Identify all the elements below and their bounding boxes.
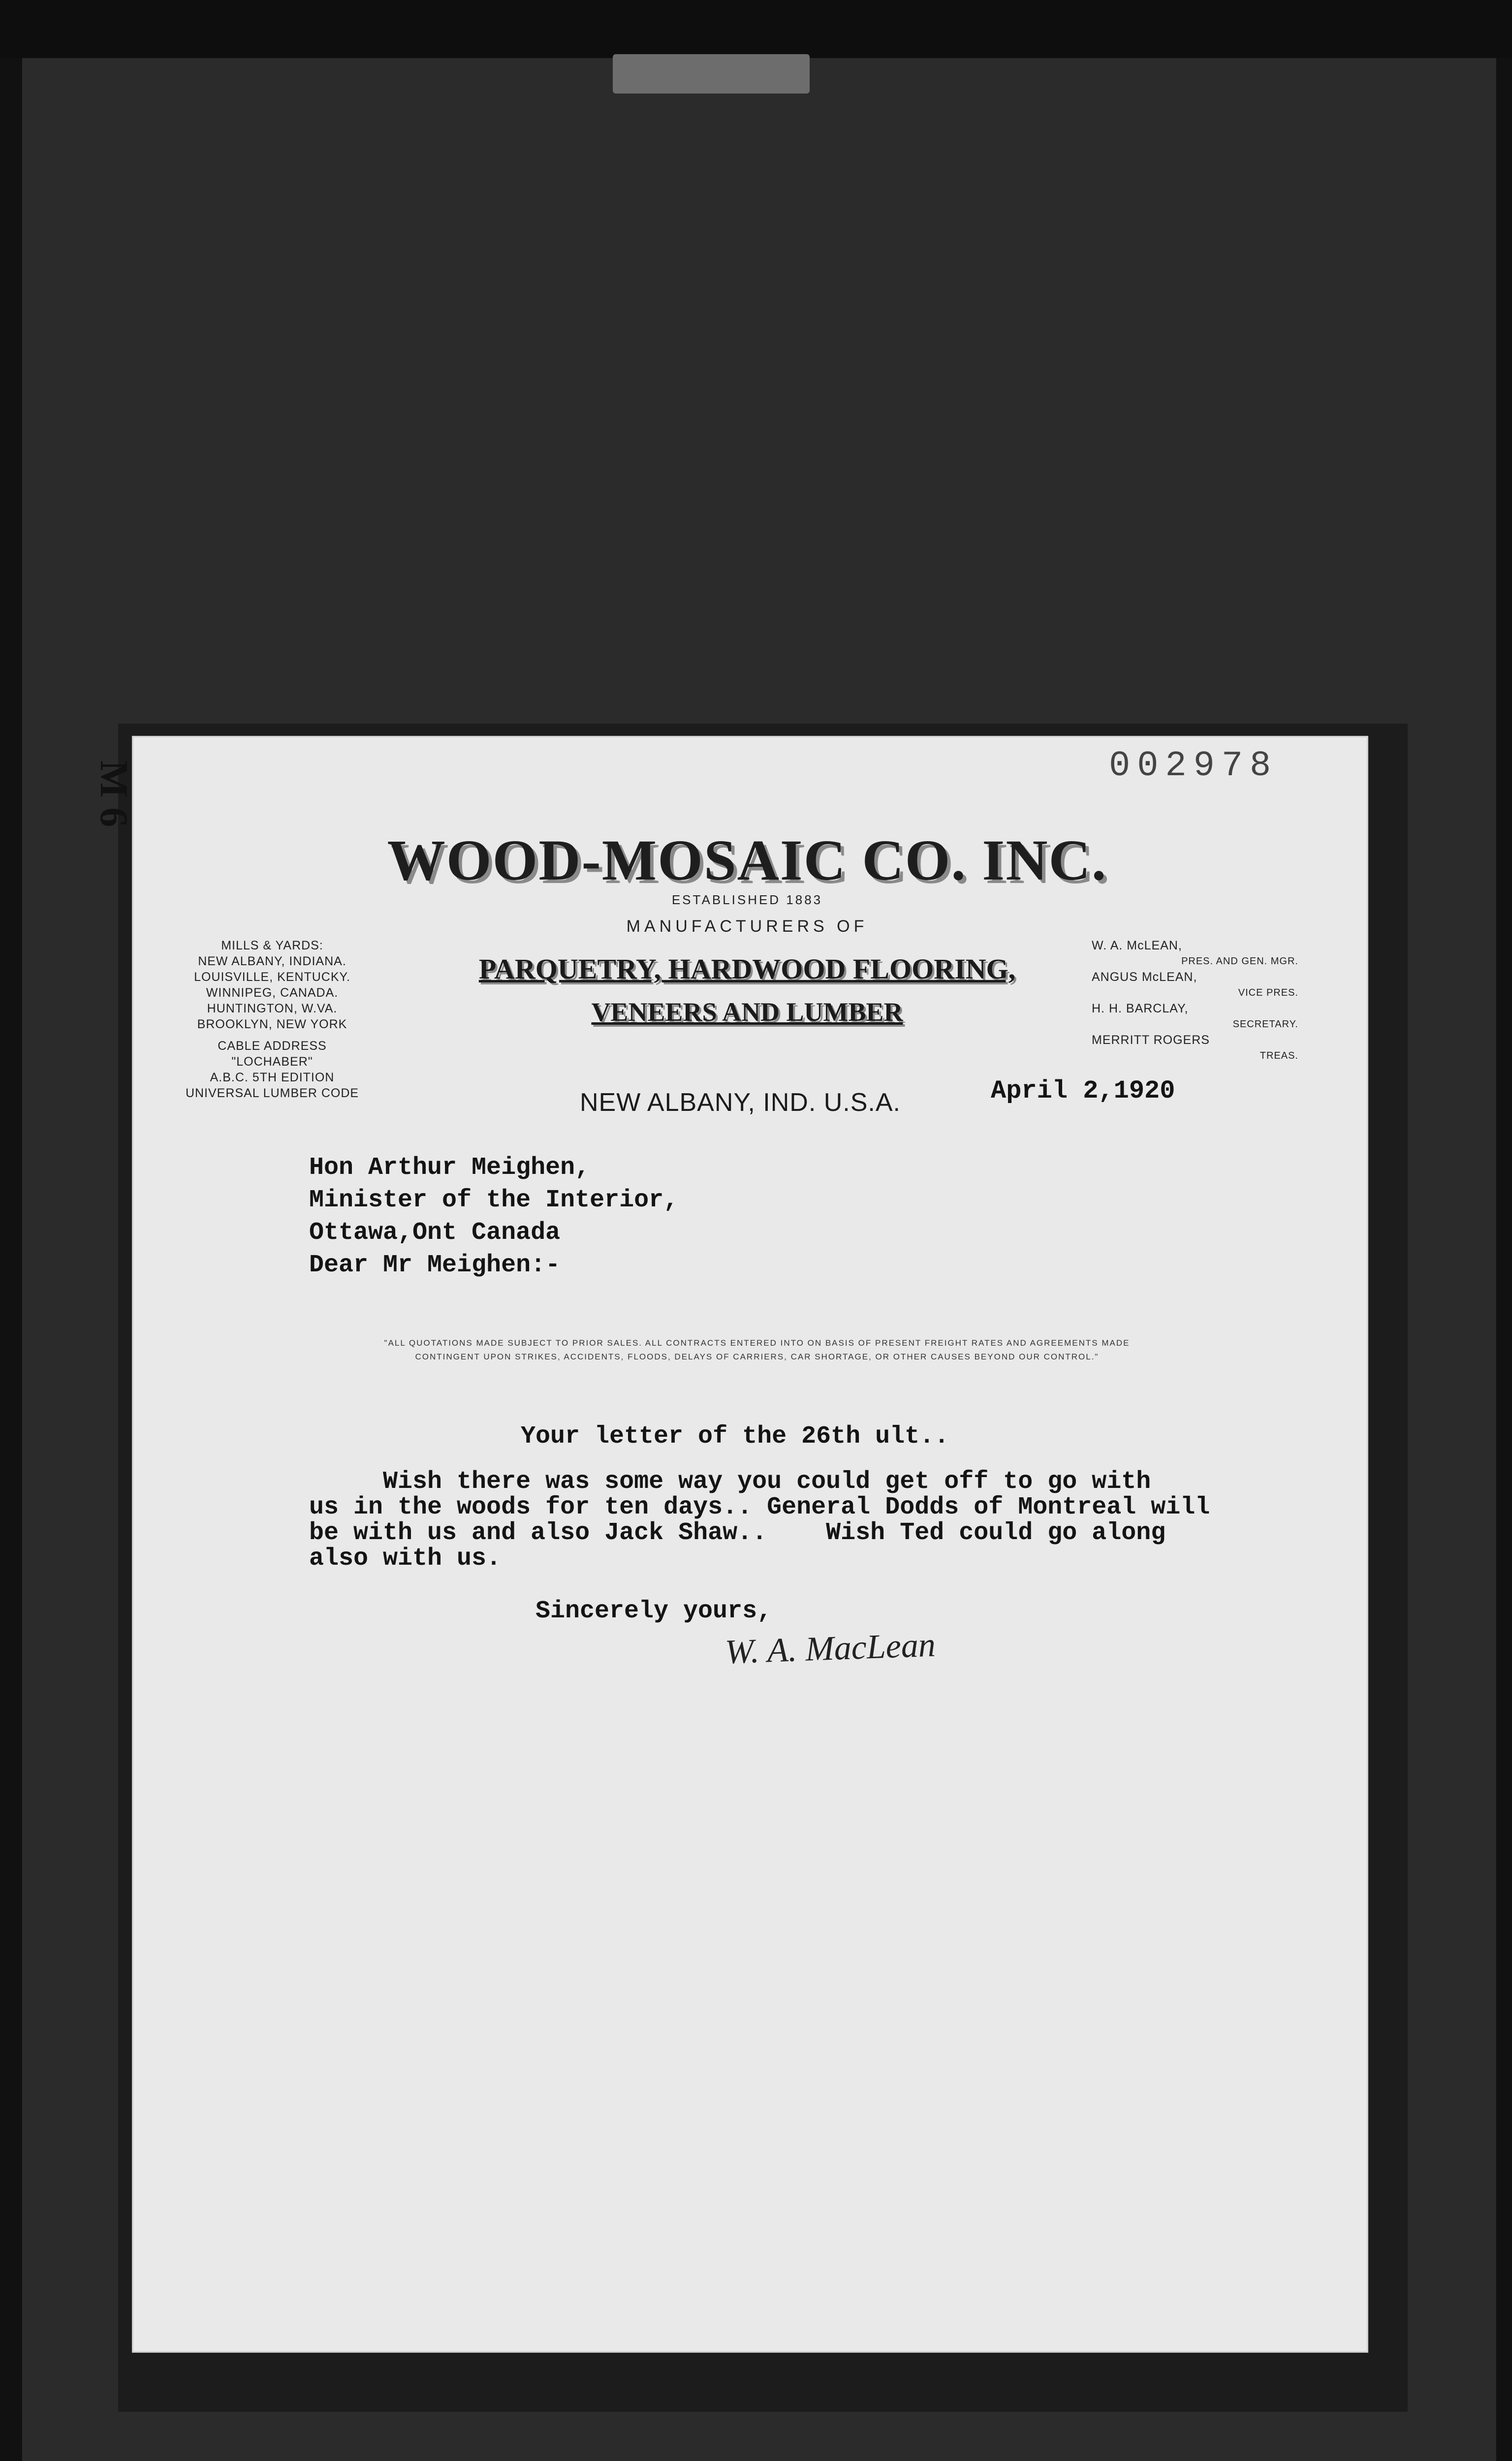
- body-line: be with us and also Jack Shaw.. Wish Ted could go along: [309, 1519, 1166, 1547]
- mills-line: WINNIPEG, CANADA.: [206, 986, 339, 1000]
- scan-right-border: [1496, 58, 1512, 2461]
- recipient-line: Ottawa,Ont Canada: [309, 1219, 561, 1247]
- fine-print: [211, 1336, 1303, 1364]
- letter-date: April 2,1920: [991, 1076, 1175, 1105]
- salutation: Dear Mr Meighen:-: [309, 1251, 561, 1279]
- mills-line: LOUISVILLE, KENTUCKY.: [194, 970, 350, 984]
- officer-name: H. H. BARCLAY,: [1092, 1002, 1189, 1015]
- letter-body: [309, 1469, 1210, 1572]
- scan-left-border: [0, 58, 22, 2461]
- company-logo: WOOD-MOSAIC CO. INC.: [387, 828, 1107, 892]
- binder-clip: [613, 54, 810, 94]
- cable-line: CABLE ADDRESS: [218, 1039, 327, 1053]
- fine-print-line: CONTINGENT UPON STRIKES, ACCIDENTS, FLOODS, DELAYS OF CARRIERS, CAR SHORTAGE, OR OTHER CAUSES BEYOND OUR CONTROL.": [415, 1352, 1099, 1361]
- reference-line: Your letter of the 26th ult..: [521, 1422, 949, 1451]
- scan-top-border: [0, 0, 1512, 58]
- officer-role: SECRETARY.: [1232, 1019, 1298, 1030]
- recipient-line: Minister of the Interior,: [309, 1186, 679, 1214]
- mills-line: BROOKLYN, NEW YORK: [197, 1017, 347, 1031]
- margin-note: M 6: [92, 760, 135, 827]
- mills-line: HUNTINGTON, W.VA.: [207, 1002, 338, 1015]
- officer-name: ANGUS McLEAN,: [1092, 970, 1197, 984]
- handwritten-signature: W. A. MacLean: [724, 1626, 936, 1672]
- city-line: NEW ALBANY, IND. U.S.A.: [580, 1088, 901, 1117]
- letter-page: [92, 736, 1368, 2353]
- cable-line: A.B.C. 5TH EDITION: [210, 1071, 335, 1084]
- mills-spacer: [166, 1032, 378, 1038]
- officer-role: VICE PRES.: [1238, 987, 1298, 998]
- officer-role: PRES. AND GEN. MGR.: [1181, 956, 1298, 967]
- products-line-1: PARQUETRY, HARDWOOD FLOORING,: [478, 953, 1016, 985]
- products-line-2: VENEERS AND LUMBER: [591, 997, 903, 1027]
- body-line: us in the woods for ten days.. General Dodds of Montreal will: [309, 1493, 1210, 1521]
- body-line: also with us.: [309, 1545, 502, 1573]
- officers-block: [1092, 938, 1298, 1064]
- body-line: Wish there was some way you could get off to go with: [309, 1468, 1151, 1496]
- officer-role: TREAS.: [1260, 1050, 1298, 1061]
- mills-line: NEW ALBANY, INDIANA.: [198, 954, 346, 968]
- manufacturers-line: MANUFACTURERS OF: [626, 917, 868, 936]
- cable-line: UNIVERSAL LUMBER CODE: [185, 1086, 359, 1100]
- closing-line: Sincerely yours,: [536, 1597, 772, 1625]
- mills-line: MILLS & YARDS:: [221, 939, 323, 952]
- mills-block: [166, 938, 378, 1101]
- recipient-block: [309, 1152, 678, 1282]
- recipient-line: Hon Arthur Meighen,: [309, 1154, 590, 1182]
- fine-print-line: "ALL QUOTATIONS MADE SUBJECT TO PRIOR SALES. ALL CONTRACTS ENTERED INTO ON BASIS OF PRESENT FREIGHT RATES AND AGREEMENTS MADE: [384, 1338, 1130, 1348]
- stamp-number: 002978: [1109, 746, 1278, 786]
- cable-line: "LOCHABER": [231, 1055, 313, 1069]
- officer-name: W. A. McLEAN,: [1092, 939, 1182, 952]
- established-line: ESTABLISHED 1883: [671, 892, 823, 907]
- officer-name: MERRITT ROGERS: [1092, 1033, 1210, 1047]
